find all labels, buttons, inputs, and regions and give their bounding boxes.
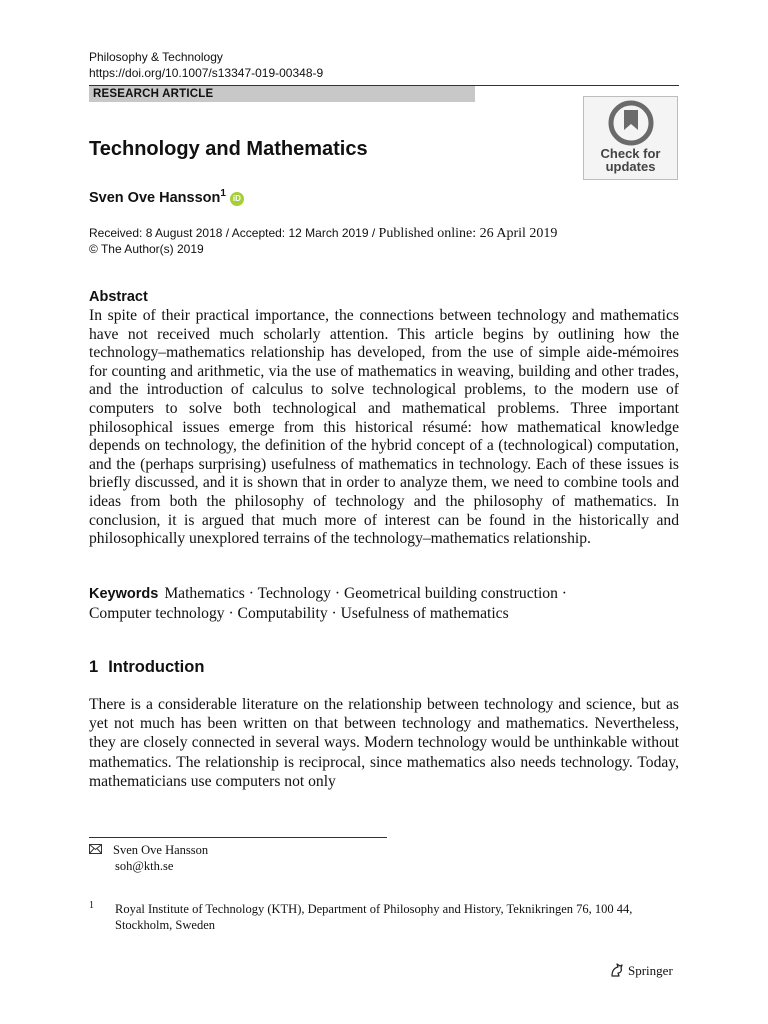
- check-updates-label: [584, 147, 677, 173]
- corresponding-author: [89, 842, 208, 858]
- article-title: Technology and Mathematics: [89, 138, 368, 160]
- author-affiliation-mark: 1: [220, 188, 226, 199]
- orcid-icon[interactable]: iD: [230, 192, 244, 206]
- abstract-heading: Abstract: [89, 289, 148, 305]
- abstract-text: In spite of their practical importance, the connections between technology and mathematics have not received much scholarly attention. This article begins by outlining how the technology–mathematics relationship has developed, from the use of simple aide-mémoires for counting and arithmetic, via the use of mathematics in weaving, building and other trades, and the introduction of calculus to solve technological problems, to the modern use of computers to solve both technological and mathematical problems. Three important philosophical issues emerge from this historical résumé: how mathematical knowledge depends on technology, the definition of the hybrid concept of a (technological) computation, and the (perhaps surprising) usefulness of mathematics in technology. Each of these issues is briefly discussed, and it is shown that in order to analyze them, we need to combine tools and ideas from both the philosophy of technology and the philosophy of mathematics. In conclusion, it is argued that much more of interest can be found in the historically and philosophically unexplored terrains of the technology–mathematics relationship.: [89, 307, 679, 548]
- springer-horse-icon: [609, 962, 625, 978]
- affiliation-text: Royal Institute of Technology (KTH), Department of Philosophy and History, Teknikringen 76, 100 44, Stockholm, Sweden: [115, 902, 633, 932]
- published-date: Published online: 26 April 2019: [378, 226, 558, 241]
- keywords-line-1: [89, 584, 679, 604]
- article-type-banner: RESEARCH ARTICLE: [89, 86, 475, 102]
- keywords-block: [89, 584, 679, 623]
- copyright-notice: © The Author(s) 2019: [89, 242, 204, 256]
- doi-link[interactable]: https://doi.org/10.1007/s13347-019-00348-9: [89, 66, 324, 80]
- introduction-text: There is a considerable literature on the relationship between technology and science, but as yet not much has been written on that between technology and mathematics. Nevertheless, they are closely connected in several ways. Modern technology would be unthinkable without mathematics. The relationship is reciprocal, since mathematics also needs technology. Today, mathematicians use computers not only: [89, 696, 679, 790]
- section-heading: [89, 657, 204, 677]
- corresponding-author-email[interactable]: soh@kth.se: [115, 859, 174, 873]
- publisher-logo: [609, 962, 673, 980]
- author-name[interactable]: Sven Ove Hansson: [89, 190, 221, 206]
- corresponding-author-name: Sven Ove Hansson: [113, 843, 209, 857]
- envelope-icon: [89, 842, 103, 858]
- bookmark-ring-icon: [607, 100, 655, 146]
- author-line: [89, 184, 244, 208]
- affiliation-mark: 1: [89, 900, 94, 911]
- keywords-label: Keywords: [89, 586, 159, 602]
- check-for-updates-badge[interactable]: [583, 96, 678, 180]
- publisher-name: Springer: [628, 963, 673, 978]
- keywords-list-2: Computer technology · Computability · Usefulness of mathematics: [89, 605, 509, 622]
- journal-name: Philosophy & Technology: [89, 50, 223, 64]
- section-title: Introduction: [108, 658, 205, 676]
- article-dates: [89, 225, 557, 242]
- received-accepted-dates: Received: 8 August 2018 / Accepted: 12 March 2019 /: [89, 226, 376, 240]
- check-updates-line1: Check for: [600, 146, 661, 161]
- section-number: 1: [89, 658, 99, 676]
- footnote-rule: [89, 837, 387, 838]
- check-updates-line2: updates: [605, 159, 656, 174]
- keywords-list-1: Mathematics · Technology · Geometrical building construction ·: [164, 585, 567, 602]
